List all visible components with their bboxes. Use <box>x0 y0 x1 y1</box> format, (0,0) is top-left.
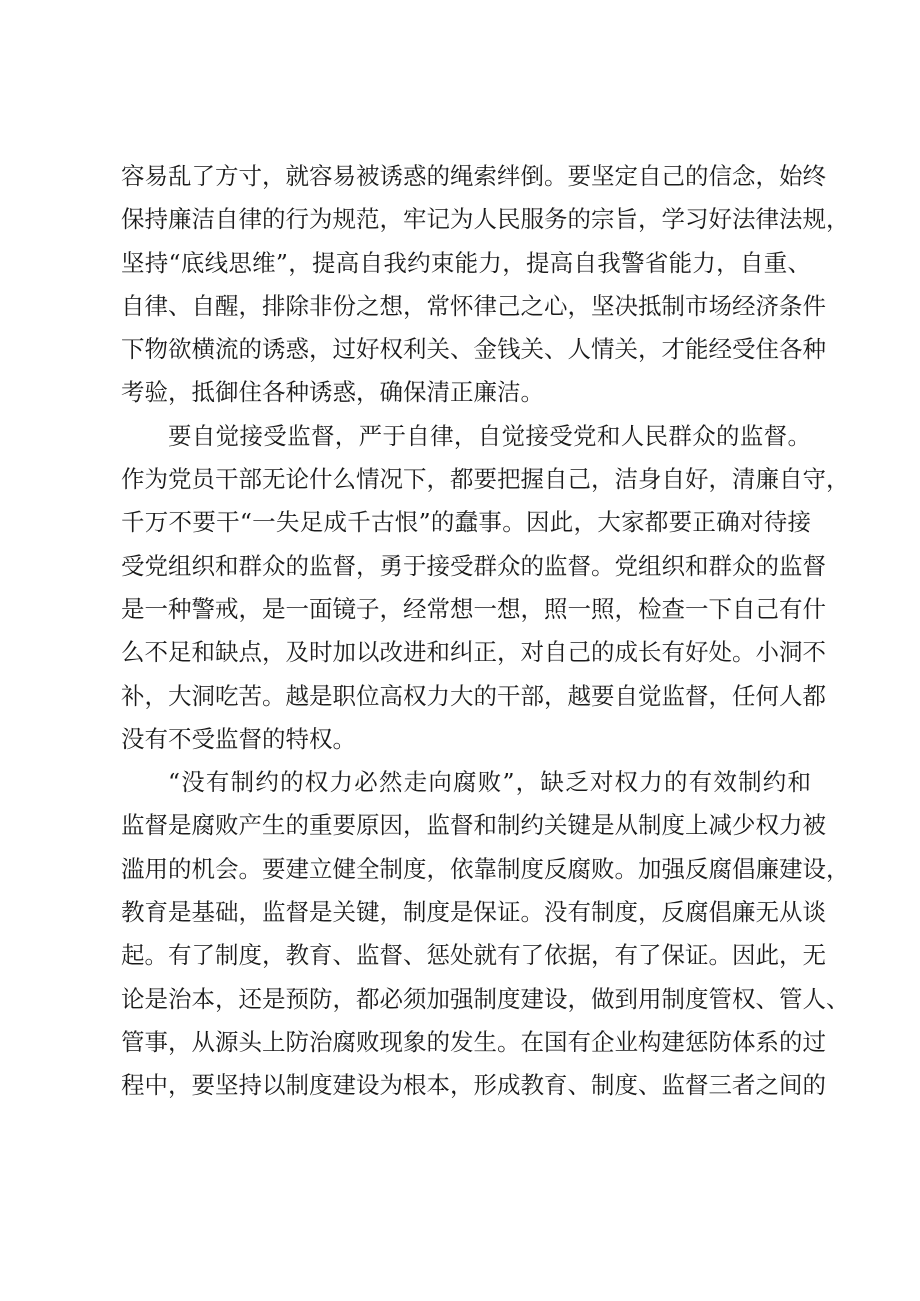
text-line: 作为党员干部无论什么情况下，都要把握自己，洁身自好，清廉自守， <box>121 465 850 494</box>
text-line: 考验，抵御住各种诱惑，确保清正廉洁。 <box>121 378 544 407</box>
text-line: 么不足和缺点，及时加以改进和纠正，对自己的成长有好处。小洞不 <box>121 638 826 667</box>
text-line: 下物欲横流的诱惑，过好权利关、金钱关、人情关，才能经受住各种 <box>121 335 826 364</box>
text-line: 保持廉洁自律的行为规范，牢记为人民服务的宗旨，学习好法律法规， <box>121 205 850 234</box>
paragraph-3 <box>121 761 850 1107</box>
text-line: 滥用的机会。要建立健全制度，依靠制度反腐败。加强反腐倡廉建设， <box>121 854 850 883</box>
text-line: 是一种警戒，是一面镜子，经常想一想，照一照，检查一下自己有什 <box>121 594 826 623</box>
text-line: 论是治本，还是预防，都必须加强制度建设，做到用制度管权、管人、 <box>121 984 850 1013</box>
paragraph-2 <box>121 415 850 761</box>
text-line: 容易乱了方寸，就容易被诱惑的绳索绊倒。要坚定自己的信念，始终 <box>121 162 826 190</box>
text-line: 监督是腐败产生的重要原因，监督和制约关键是从制度上减少权力被 <box>121 811 826 840</box>
text-line: 程中，要坚持以制度建设为根本，形成教育、制度、监督三者之间的 <box>121 1071 826 1100</box>
text-line: 自律、自醒，排除非份之想，常怀律己之心，坚决抵制市场经济条件 <box>121 291 826 320</box>
text-line: “没有制约的权力必然走向腐败”，缺乏对权力的有效制约和 <box>168 768 811 797</box>
text-line: 没有不受监督的特权。 <box>121 724 356 753</box>
text-line: 管事，从源头上防治腐败现象的发生。在国有企业构建惩防体系的过 <box>121 1027 826 1056</box>
text-line: 教育是基础，监督是关键，制度是保证。没有制度，反腐倡廉无从谈 <box>121 898 826 927</box>
text-line: 受党组织和群众的监督，勇于接受群众的监督。党组织和群众的监督 <box>121 551 826 580</box>
text-line: 要自觉接受监督，严于自律，自觉接受党和人民群众的监督。 <box>168 421 811 450</box>
text-line: 千万不要干“一失足成千古恨”的蠢事。因此，大家都要正确对待接 <box>121 508 811 537</box>
paragraph-1 <box>121 155 850 415</box>
text-line: 坚持“底线思维”，提高自我约束能力，提高自我警省能力，自重、 <box>121 248 811 277</box>
text-line: 起。有了制度，教育、监督、惩处就有了依据，有了保证。因此，无 <box>121 941 826 970</box>
document-body <box>121 155 850 1108</box>
text-line: 补，大洞吃苦。越是职位高权力大的干部，越要自觉监督，任何人都 <box>121 681 826 710</box>
